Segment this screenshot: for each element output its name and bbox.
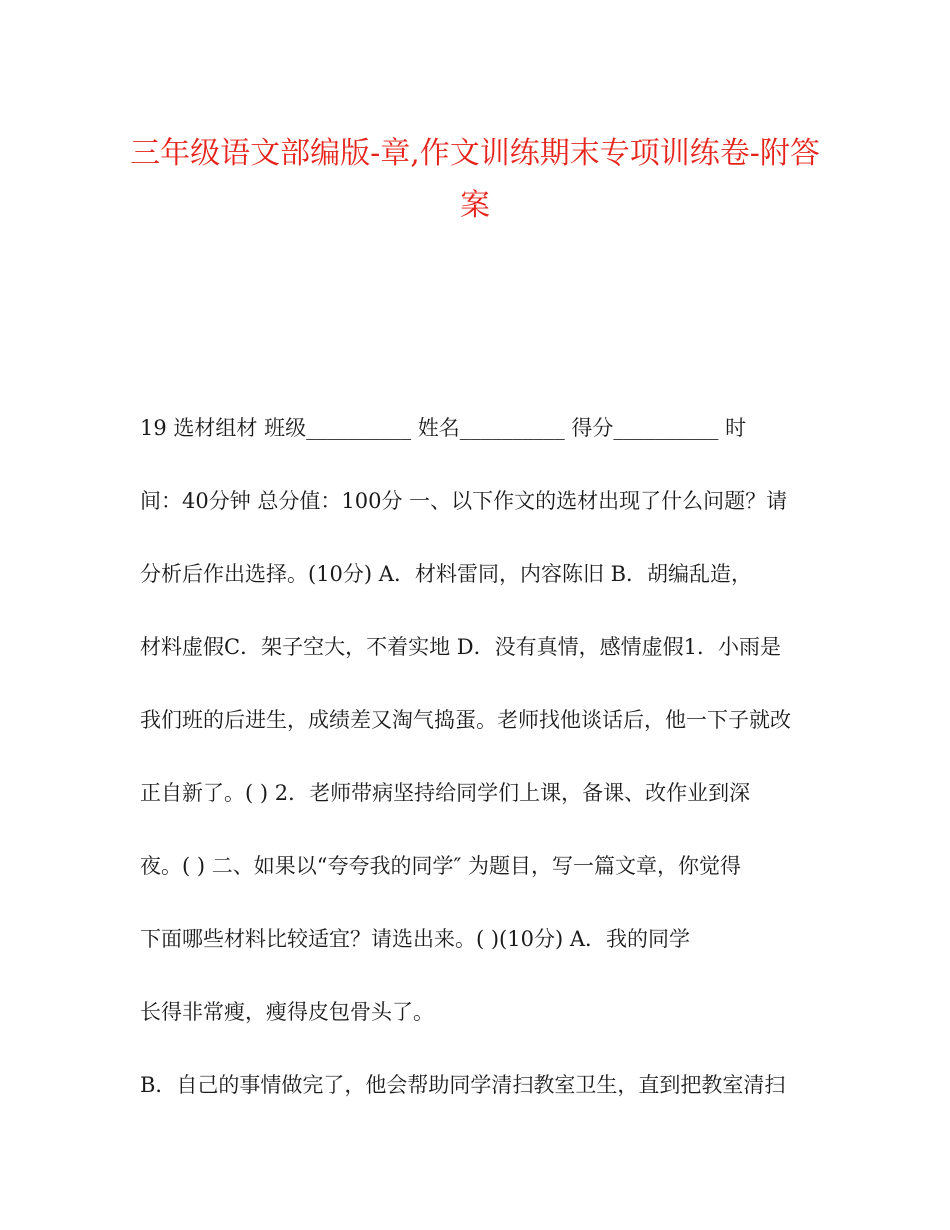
body-line-8: 下面哪些材料比较适宜？请选出来。( )(10分) A．我的同学 — [140, 927, 691, 951]
body-line-6: 正自新了。( ) 2．老师带病坚持给同学们上课，备课、改作业到深 — [140, 781, 751, 805]
document-title — [120, 128, 830, 232]
title-line-1: 三年级语文部编版-章,作文训练期末专项训练卷-附答 — [130, 136, 820, 171]
document-body — [140, 392, 820, 1122]
body-line-2: 间：40分钟 总分值：100分 一、以下作文的选材出现了什么问题？请 — [140, 489, 788, 513]
body-line-9: 长得非常瘦，瘦得皮包骨头了。 — [140, 1000, 434, 1024]
body-line-1: 19 选材组材 班级__________ 姓名__________ 得分__________ 时 — [140, 416, 747, 440]
body-line-7: 夜。( ) 二、如果以“夸夸我的同学″ 为题目，写一篇文章，你觉得 — [140, 854, 741, 878]
body-line-10: B．自己的事情做完了，他会帮助同学清扫教室卫生，直到把教室清扫 — [140, 1073, 786, 1097]
body-line-4: 材料虚假C．架子空大，不着实地 D．没有真情，感情虚假1．小雨是 — [140, 635, 781, 659]
body-line-3: 分析后作出选择。(10分) A．材料雷同，内容陈旧 B．胡编乱造， — [140, 562, 753, 586]
title-line-2: 案 — [460, 188, 490, 223]
body-line-5: 我们班的后进生，成绩差又淘气捣蛋。老师找他谈话后，他一下子就改 — [140, 708, 791, 732]
